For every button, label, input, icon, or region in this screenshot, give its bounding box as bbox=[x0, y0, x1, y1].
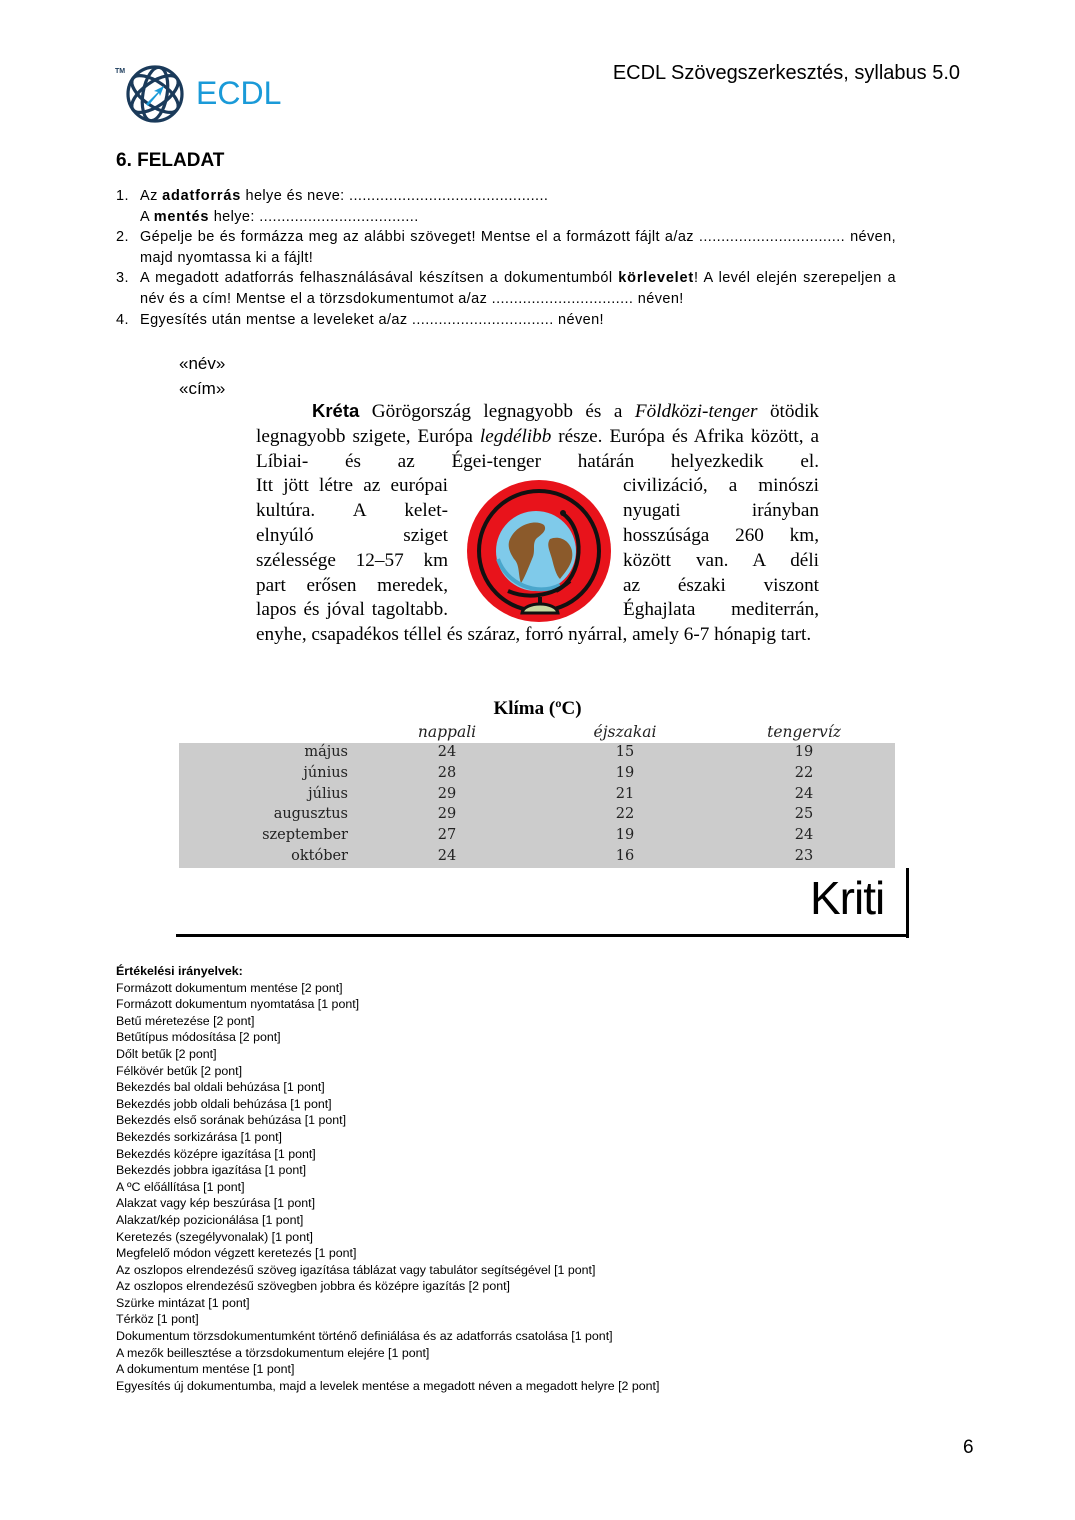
table-row bbox=[179, 744, 895, 765]
evaluation-guidelines bbox=[116, 963, 659, 1394]
column-header-nappali: nappali bbox=[417, 723, 477, 741]
italic-term: legdélibb bbox=[479, 425, 552, 447]
task-item-3 bbox=[116, 268, 896, 309]
task-list bbox=[116, 186, 896, 330]
evaluation-item: Keretezés (szegélyvonalak) [1 pont] bbox=[116, 1229, 313, 1244]
text: helye és neve: ............................................. bbox=[241, 188, 549, 204]
evaluation-item: Betűtípus módosítása [2 pont] bbox=[116, 1030, 281, 1045]
value-cell: 19 bbox=[615, 827, 635, 844]
evaluation-item: Formázott dokumentum mentése [2 pont] bbox=[116, 980, 343, 995]
value-cell: 19 bbox=[615, 764, 635, 781]
text: ! A levél elején szerepeljen a név és a cím! Mentse el a törzsdokumentumot a/az ................................ néven! bbox=[140, 270, 896, 307]
evaluation-item: Bekezdés első sorának behúzása [1 pont] bbox=[116, 1113, 347, 1128]
column-header-tengerviz: tengervíz bbox=[767, 723, 841, 741]
value-cell: 19 bbox=[794, 744, 814, 760]
task-item-text: Egyesítés után mentse a leveleket a/az ................................ néven! bbox=[140, 311, 604, 328]
month-cell: június bbox=[303, 764, 348, 781]
climate-title-text: Klíma (ºC) bbox=[493, 698, 582, 719]
kriti-label: Kriti bbox=[810, 872, 885, 924]
climate-table-title bbox=[0, 698, 1075, 720]
text: helye: .................................... bbox=[209, 208, 419, 225]
evaluation-item: A mezők beillesztése a törzsdokumentum elejére [1 pont] bbox=[116, 1345, 430, 1360]
evaluation-item: Szürke mintázat [1 pont] bbox=[116, 1295, 250, 1310]
evaluation-item: Félkövér betűk [2 pont] bbox=[116, 1063, 243, 1078]
task-item-text: Gépelje be és formázza meg az alábbi szöveget! Mentse el a formázott fájlt a/az ................................. néven, majd nyomtassa ki a fájlt! bbox=[140, 229, 896, 266]
evaluation-title: Értékelési irányelvek: bbox=[116, 964, 243, 978]
value-cell: 25 bbox=[794, 806, 814, 823]
task-item-1-line-1 bbox=[140, 186, 896, 207]
text: lapos és jóval tagoltabb. bbox=[256, 599, 448, 621]
task-item-4 bbox=[116, 310, 896, 331]
text: hosszúsága 260 km, bbox=[623, 524, 819, 546]
globe-logo-icon bbox=[124, 64, 188, 124]
evaluation-item: Alakzat vagy kép beszúrása [1 pont] bbox=[116, 1196, 316, 1211]
text: A bbox=[140, 208, 154, 225]
document-header-title: ECDL Szövegszerkesztés, syllabus 5.0 bbox=[612, 62, 960, 84]
value-cell: 29 bbox=[437, 806, 457, 823]
month-cell: május bbox=[304, 744, 348, 760]
page-number: 6 bbox=[963, 1437, 974, 1458]
task-item-number: 3. bbox=[116, 270, 129, 287]
month-cell: július bbox=[308, 785, 348, 802]
value-cell: 21 bbox=[615, 785, 635, 802]
evaluation-item: Betű méretezése [2 pont] bbox=[116, 1013, 255, 1028]
evaluation-item: A dokumentum mentése [1 pont] bbox=[116, 1362, 295, 1377]
text: része. Európa és Afrika között, a Líbiai- és az Égei-tenger határán helyezkedik el. bbox=[256, 425, 819, 472]
evaluation-item: Egyesítés új dokumentumba, majd a levelek mentése a megadott néven a megadott helyre [2 pont] bbox=[116, 1378, 660, 1393]
article-outro: enyhe, csapadékos téllel és száraz, forró nyárral, amely 6-7 hónapig tart. bbox=[256, 624, 812, 646]
logo-wordmark: ECDL bbox=[196, 75, 282, 111]
italic-term: Földközi-tenger bbox=[634, 401, 758, 422]
evaluation-item: Bekezdés sorkizárása [1 pont] bbox=[116, 1129, 282, 1144]
evaluation-item: Az oszlopos elrendezésű szövegben jobbra és középre igazítás [2 pont] bbox=[116, 1279, 510, 1294]
task-title: 6. FELADAT bbox=[116, 150, 225, 171]
value-cell: 29 bbox=[437, 785, 457, 802]
ecdl-logo bbox=[112, 62, 302, 122]
evaluation-item: Dőlt betűk [2 pont] bbox=[116, 1046, 217, 1061]
evaluation-item: Bekezdés jobbra igazítása [1 pont] bbox=[116, 1163, 307, 1178]
article-lead: Kréta bbox=[312, 400, 360, 421]
merge-field-address: «cím» bbox=[179, 379, 226, 398]
climate-table-body bbox=[179, 743, 895, 868]
task-item-number: 4. bbox=[116, 311, 129, 328]
bold-term: adatforrás bbox=[162, 188, 242, 204]
column-header-ejszakai: éjszakai bbox=[593, 723, 657, 741]
text: elnyúló sziget bbox=[256, 524, 448, 546]
evaluation-item: Dokumentum törzsdokumentumként történő definiálása és az adatforrás csatolása [1 pont] bbox=[116, 1329, 613, 1344]
value-cell: 24 bbox=[437, 744, 457, 760]
evaluation-item: Bekezdés bal oldali behúzása [1 pont] bbox=[116, 1080, 325, 1095]
value-cell: 15 bbox=[615, 744, 635, 760]
text: az északi viszont bbox=[623, 574, 819, 596]
value-cell: 22 bbox=[794, 764, 814, 781]
evaluation-item: Bekezdés középre igazítása [1 pont] bbox=[116, 1146, 316, 1161]
text: kultúra. A kelet- bbox=[256, 500, 448, 522]
climate-table-header bbox=[179, 723, 895, 743]
text: szélessége 12–57 km bbox=[256, 549, 448, 571]
text: Éghajlata mediterrán, bbox=[623, 599, 819, 621]
value-cell: 24 bbox=[794, 785, 814, 802]
month-cell: szeptember bbox=[262, 827, 348, 844]
text: nyugati irányban bbox=[623, 500, 819, 522]
text: part erősen meredek, bbox=[256, 574, 448, 596]
value-cell: 24 bbox=[437, 848, 457, 864]
evaluation-item: Formázott dokumentum nyomtatása [1 pont] bbox=[116, 997, 360, 1012]
month-cell: október bbox=[291, 848, 348, 864]
task-item-1-line-2 bbox=[140, 207, 896, 228]
evaluation-item: Bekezdés jobb oldali behúzása [1 pont] bbox=[116, 1096, 332, 1111]
value-cell: 22 bbox=[615, 806, 635, 823]
value-cell: 23 bbox=[794, 848, 814, 864]
bold-term: körlevelet bbox=[618, 270, 695, 287]
border-right-line bbox=[906, 868, 909, 938]
text: ötödik legnagyobb szigete, Európa bbox=[256, 401, 819, 447]
value-cell: 16 bbox=[615, 848, 635, 864]
text: civilizáció, a minószi bbox=[623, 475, 819, 497]
merge-field-name: «név» bbox=[179, 354, 226, 373]
table-row bbox=[179, 765, 895, 786]
evaluation-item: Térköz [1 pont] bbox=[116, 1312, 199, 1327]
evaluation-item: Alakzat/kép pozicionálása [1 pont] bbox=[116, 1212, 304, 1227]
task-item-number: 2. bbox=[116, 229, 129, 246]
border-bottom-line bbox=[176, 934, 909, 937]
article-intro bbox=[256, 400, 819, 474]
evaluation-item: Az oszlopos elrendezésű szöveg igazítása táblázat vagy tabulátor segítségével [1 pont] bbox=[116, 1262, 596, 1277]
evaluation-item: Megfelelő módon végzett keretezés [1 pont] bbox=[116, 1246, 357, 1261]
text: Görögország legnagyobb és a bbox=[359, 401, 635, 422]
globe-clipart-icon bbox=[466, 479, 612, 623]
trademark-mark: TM bbox=[115, 68, 126, 75]
month-cell: augusztus bbox=[273, 806, 348, 823]
table-row bbox=[179, 827, 895, 848]
task-item-1 bbox=[116, 186, 896, 227]
task-item-2 bbox=[116, 227, 896, 268]
table-row bbox=[179, 786, 895, 807]
value-cell: 24 bbox=[794, 827, 814, 844]
table-row bbox=[179, 848, 895, 869]
text: Az bbox=[140, 188, 163, 204]
value-cell: 27 bbox=[437, 827, 457, 844]
value-cell: 28 bbox=[437, 764, 457, 781]
evaluation-item: A ºC előállítása [1 pont] bbox=[116, 1179, 245, 1194]
text: között van. A déli bbox=[623, 549, 819, 571]
bold-term: mentés bbox=[153, 208, 210, 225]
text: Itt jött létre az európai bbox=[256, 475, 448, 497]
table-row bbox=[179, 806, 895, 827]
task-item-number: 1. bbox=[116, 188, 129, 204]
text: A megadott adatforrás felhasználásával készítsen a dokumentumból bbox=[140, 270, 619, 287]
